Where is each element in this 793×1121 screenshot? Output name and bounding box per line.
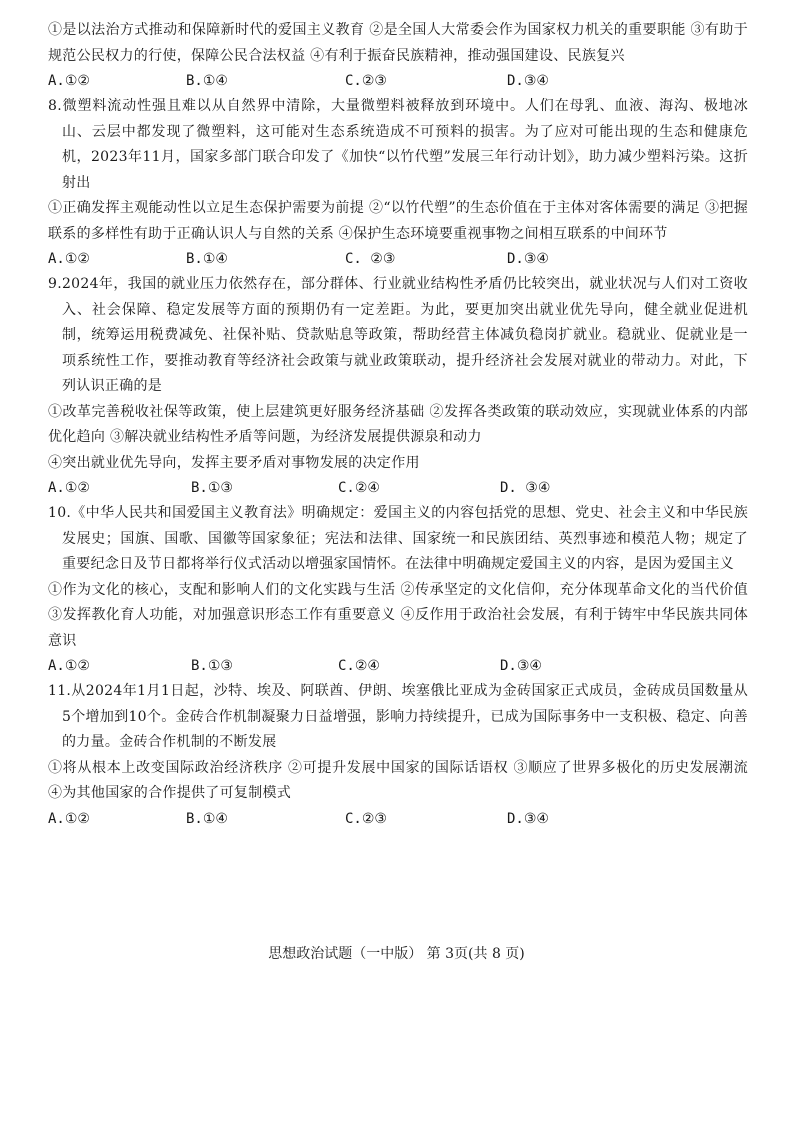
- q9-option-d: D. ③④: [500, 480, 551, 496]
- q8-option-d: D.③④: [507, 251, 549, 267]
- q9-statements-2: ④突出就业优先导向，发挥主要矛盾对事物发展的决定作用: [48, 454, 420, 471]
- q7-statements: ①是以法治方式推动和保障新时代的爱国主义教育 ②是全国人大常委会作为国家权力机关的重要职能 ③有助于规范公民权力的行使，保障公民合法权益 ④有利于振奋民族精神，推动强国建设、民族复兴: [48, 22, 748, 64]
- page-footer: 思想政治试题（一中版） 第 3页(共 8 页): [268, 946, 525, 962]
- q9-options: [48, 476, 748, 501]
- q10-option-a: A.①②: [48, 658, 90, 674]
- q7-option-a: A.①②: [48, 73, 90, 89]
- q10-options: [48, 654, 748, 679]
- q9-option-b: B.①③: [191, 480, 233, 496]
- q9-option-c: C.②④: [338, 480, 380, 496]
- q8-options: [48, 247, 748, 272]
- q11-option-d: D.③④: [507, 810, 549, 827]
- q7-option-c: C.②③: [345, 73, 387, 89]
- q10-stem: 10.《中华人民共和国爱国主义教育法》明确规定：爱国主义的内容包括党的思想、党史、社会主义和中华民族发展史；国旗、国歌、国徽等国家象征；宪法和法律、国家统一和民族团结、英烈事迹和模范人物；规定了重要纪念日及节日都将举行仪式活动以增强家国情怀。在法律中明确规定爱国主义的内容，是因为爱国主义: [48, 505, 748, 572]
- q7-option-b: B.①④: [186, 73, 228, 89]
- q11-options: [48, 807, 748, 832]
- q8-statements: ①正确发挥主观能动性以立足生态保护需要为前提 ②“以竹代塑”的生态价值在于主体对客体需要的满足 ③把握联系的多样性有助于正确认识人与自然的关系 ④保护生态环境要重视事物之间相互联系的中间环节: [48, 200, 748, 242]
- q8-option-a: A.①②: [48, 251, 90, 267]
- q7-option-d: D.③④: [507, 73, 549, 89]
- q9-statements-1: ①改革完善税收社保等政策，使上层建筑更好服务经济基础 ②发挥各类政策的联动效应，实现就业体系的内部优化趋向 ③解决就业结构性矛盾等问题，为经济发展提供源泉和动力: [48, 403, 748, 445]
- q10-option-d: D.③④: [500, 658, 542, 674]
- q11-option-b: B.①④: [186, 810, 228, 827]
- q10-statements: ①作为文化的核心，支配和影响人们的文化实践与生活 ②传承坚定的文化信仰，充分体现革命文化的当代价值 ③发挥教化育人功能，对加强意识形态工作有重要意义 ④反作用于政治社会发展，有利于铸牢中华民族共同体意识: [48, 581, 748, 649]
- q9-stem: 9.2024年，我国的就业压力依然存在，部分群体、行业就业结构性矛盾仍比较突出，就业状况与人们对工资收入、社会保障、稳定发展等方面的预期仍有一定差距。为此，要更加突出就业优先导向，健全就业促进机制，统筹运用税费减免、社保补贴、贷款贴息等政策，帮助经营主体减负稳岗扩就业。稳就业、促就业是一项系统性工作，要推动教育等经济社会政策与就业政策联动，提升经济社会发展对就业的带动力。对此，下列认识正确的是: [48, 276, 748, 394]
- q7-options: [48, 69, 748, 94]
- q11-statements: ①将从根本上改变国际政治经济秩序 ②可提升发展中国家的国际话语权 ③顺应了世界多极化的历史发展潮流 ④为其他国家的合作提供了可复制模式: [48, 759, 748, 801]
- q11-option-a: A.①②: [48, 810, 90, 827]
- q10-option-b: B.①③: [191, 658, 233, 674]
- exam-page: [48, 18, 748, 832]
- q11-stem: 11.从2024年1月1日起，沙特、埃及、阿联酋、伊朗、埃塞俄比亚成为金砖国家正式成员，金砖成员国数量从5个增加到10个。金砖合作机制凝聚力日益增强，影响力持续提升，已成为国际事务中一支积极、稳定、向善的力量。金砖合作机制的不断发展: [48, 683, 748, 750]
- q8-option-c: C. ②③: [345, 251, 396, 267]
- q11-option-c: C.②③: [345, 810, 387, 827]
- q8-option-b: B.①④: [186, 251, 228, 267]
- q8-stem: 8.微塑料流动性强且难以从自然界中清除，大量微塑料被释放到环境中。人们在母乳、血液、海沟、极地冰山、云层中都发现了微塑料，这可能对生态系统造成不可预料的损害。为了应对可能出现的生态和健康危机，2023年11月，国家多部门联合印发了《加快“以竹代塑”发展三年行动计划》，助力减少塑料污染。这折射出: [48, 98, 748, 191]
- q9-option-a: A.①②: [48, 480, 90, 496]
- q10-option-c: C.②④: [338, 658, 380, 674]
